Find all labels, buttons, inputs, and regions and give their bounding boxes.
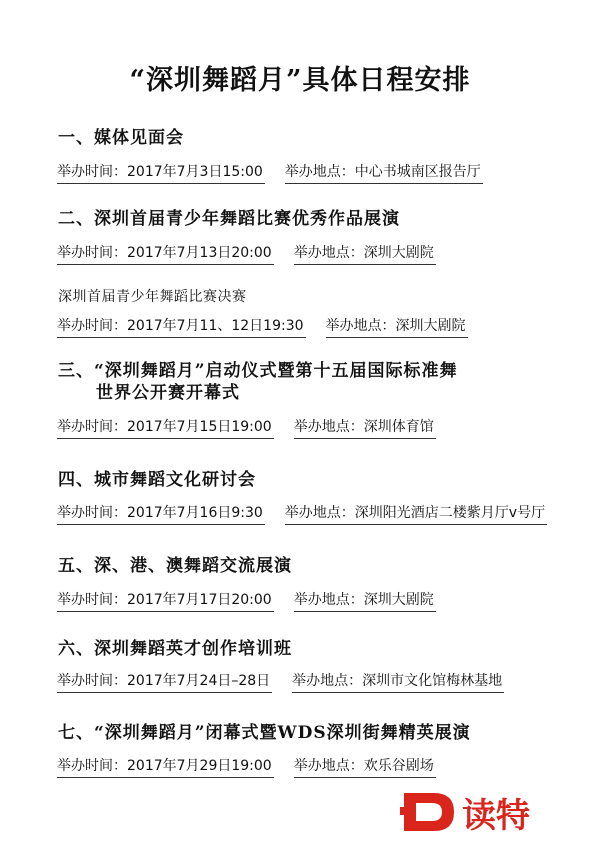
event-6-details (57, 671, 504, 693)
event-3-time: 举办时间：2017年7月15日19:00 (57, 417, 274, 439)
event-6-time: 举办时间：2017年7月24日–28日 (57, 671, 272, 693)
event-7-place: 举办地点：欢乐谷剧场 (294, 756, 436, 778)
event-7-heading: 七、“深圳舞蹈月”闭幕式暨WDS深圳街舞精英展演 (58, 723, 471, 743)
event-4-details (57, 503, 547, 525)
event-7-details (57, 756, 436, 778)
event-5-time: 举办时间：2017年7月17日20:00 (57, 590, 274, 612)
event-4-time: 举办时间：2017年7月16日9:30 (57, 503, 265, 525)
event-3-details (57, 417, 436, 439)
event-5-place: 举办地点：深圳大剧院 (294, 590, 436, 612)
event-1-place: 举办地点：中心书城南区报告厅 (285, 162, 483, 184)
event-6-place: 举办地点：深圳市文化馆梅林基地 (292, 671, 504, 693)
event-2-sub-heading: 深圳首届青少年舞蹈比赛决赛 (58, 289, 247, 305)
event-3-heading-line1: 三、“深圳舞蹈月”启动仪式暨第十五届国际标准舞 (58, 361, 458, 381)
event-3-heading-line2: 世界公开赛开幕式 (96, 383, 240, 403)
logo-d-dash (400, 807, 414, 815)
event-7-time: 举办时间：2017年7月29日19:00 (57, 756, 274, 778)
logo-text: 读特 (462, 796, 530, 836)
event-5-heading: 五、深、港、澳舞蹈交流展演 (58, 556, 292, 576)
event-1-heading: 一、媒体见面会 (58, 128, 184, 148)
event-1-details (57, 162, 483, 184)
dute-logo (400, 787, 560, 837)
event-5-details (57, 590, 436, 612)
page-title: “深圳舞蹈月”具体日程安排 (129, 65, 471, 96)
event-2-time: 举办时间：2017年7月13日20:00 (57, 243, 274, 265)
event-4-heading: 四、城市舞蹈文化研讨会 (58, 470, 256, 490)
event-1-time: 举办时间：2017年7月3日15:00 (57, 162, 265, 184)
event-2-heading: 二、深圳首届青少年舞蹈比赛优秀作品展演 (58, 209, 400, 229)
event-6-heading: 六、深圳舞蹈英才创作培训班 (58, 639, 292, 659)
event-2-details (57, 243, 436, 265)
event-3-place: 举办地点：深圳体育馆 (294, 417, 436, 439)
event-2-sub-details (57, 316, 468, 338)
event-2-place: 举办地点：深圳大剧院 (294, 243, 436, 265)
event-3-heading (58, 360, 458, 404)
event-4-place: 举办地点：深圳阳光酒店二楼紫月厅v号厅 (285, 503, 547, 525)
event-2-sub-place: 举办地点：深圳大剧院 (326, 316, 468, 338)
event-2-sub-time: 举办时间：2017年7月11、12日19:30 (57, 316, 306, 338)
